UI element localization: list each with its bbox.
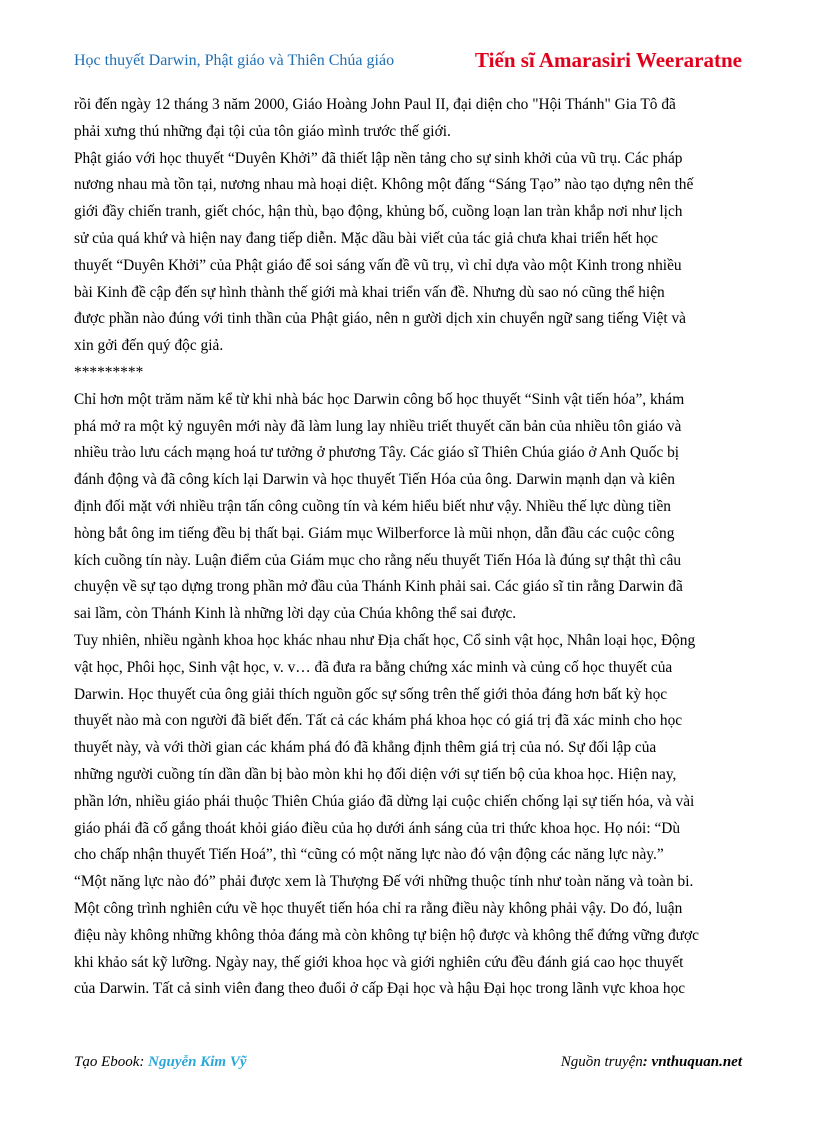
text-line: Tuy nhiên, nhiều ngành khoa học khác nhau như Địa chất học, Cổ sinh vật học, Nhân loại học, Động <box>74 631 696 649</box>
text-line: cho chấp nhận thuyết Tiến Hoá”, thì “cũng có một năng lực nào đó vận động các năng lực này.” <box>74 846 664 864</box>
text-line: đánh động và đã công kích lại Darwin và học thuyết Tiến Hóa của ông. Darwin mạnh dạn và kiên <box>74 471 675 489</box>
text-line: sai lầm, còn Thánh Kinh là những lời dạy của Chúa không thể sai được. <box>74 605 517 623</box>
text-line: định đối mặt với nhiều trận tấn công cuồng tín và kém hiểu biết như vậy. Nhiều thế lực dùng tiền <box>74 497 671 515</box>
text-line: Một công trình nghiên cứu về học thuyết tiến hóa chỉ ra rằng điều này không phải vậy. Do đó, luận <box>74 899 683 917</box>
text-line: “Một năng lực nào đó” phải được xem là Thượng Đế với những thuộc tính như toàn năng và toàn bi. <box>74 873 694 891</box>
text-line: thuyết nào mà con người đã biết đến. Tất cả các khám phá khoa học có giá trị đã xác minh cho học <box>74 712 683 730</box>
text-line: Darwin. Học thuyết của ông giải thích nguồn gốc sự sống trên thế giới thỏa đáng hơn bất kỳ học <box>74 685 668 703</box>
text-line: khi khảo sát kỹ lưỡng. Ngày nay, thế giới khoa học và giới nghiên cứu đều đánh giá cao học thuyết <box>74 953 684 971</box>
text-line: vật học, Phôi học, Sinh vật học, v. v… đã đưa ra bằng chứng xác minh và củng cố học thuyết của <box>74 658 673 676</box>
text-line: của Darwin. Tất cả sinh viên đang theo đuổi ở cấp Đại học và hậu Đại học trong lãnh vực khoa học <box>74 980 686 998</box>
text-line: những người cuồng tín dần dần bị bào mòn khi họ đối diện với sự tiến bộ của khoa học. Hiện nay, <box>74 765 677 783</box>
page-header <box>74 48 742 78</box>
text-line: phải xưng thú những đại tội của tôn giáo mình trước thế giới. <box>74 122 451 140</box>
text-line: thuyết này, và với thời gian các khám phá đó đã khẳng định thêm giá trị của nó. Sự đối lập của <box>74 739 657 757</box>
text-line: sử của quá khứ và hiện nay đang tiếp diễn. Mặc dầu bài viết của tác giả chưa khai triển hết học <box>74 229 659 247</box>
author-name: Tiến sĩ Amarasiri Weeraratne <box>475 48 742 72</box>
source-site-name: vnthuquan.net <box>651 1054 742 1070</box>
ebook-credit <box>74 1054 247 1071</box>
text-line: hòng bắt ông im tiếng đều bị thất bại. Giám mục Wilberforce là mũi nhọn, dẫn đầu các cuộc công <box>74 524 675 542</box>
text-line: nhiều trào lưu cách mạng hoá tư tưởng ở phương Tây. Các giáo sĩ Thiên Chúa giáo ở Anh Quốc bị <box>74 444 680 462</box>
source-label: Nguồn truyện <box>560 1054 643 1070</box>
ebook-label: Tạo Ebook <box>74 1054 140 1070</box>
text-line: bài Kinh đề cập đến sự hình thành thế giới mà khai triển vấn đề. Nhưng dù sao nó cũng thể hiện <box>74 283 665 301</box>
source-separator: : <box>642 1054 652 1070</box>
text-line: Chỉ hơn một trăm năm kể từ khi nhà bác học Darwin công bố học thuyết “Sinh vật tiến hóa”, khám <box>74 390 685 408</box>
body-text <box>74 92 742 1003</box>
text-line: phần lớn, nhiều giáo phái thuộc Thiên Chúa giáo đã dừng lại cuộc chiến chống lại sự tiến hóa, và vài <box>74 792 695 810</box>
ebook-creator-name: Nguyễn Kim Vỹ <box>148 1054 247 1070</box>
text-line: thuyết “Duyên Khởi” của Phật giáo để soi sáng vấn đề vũ trụ, vì chỉ dựa vào một Kinh trong nhiều <box>74 256 682 274</box>
book-title: Học thuyết Darwin, Phật giáo và Thiên Chúa giáo <box>74 52 395 69</box>
text-line: ********* <box>74 363 144 381</box>
text-line: giáo phái đã cố gắng thoát khỏi giáo điều của họ dưới ánh sáng của tri thức khoa học. Họ nói: “Dù <box>74 819 681 837</box>
text-line: xin gởi đến quý độc giả. <box>74 337 224 355</box>
text-line: phá mở ra một kỷ nguyên mới này đã làm lung lay nhiều triết thuyết căn bản của nhiều tôn giáo và <box>74 417 682 435</box>
text-line: Phật giáo với học thuyết “Duyên Khởi” đã thiết lập nền tảng cho sự sinh khởi của vũ trụ. Các pháp <box>74 149 683 167</box>
page-footer <box>74 1054 742 1078</box>
text-line: chuyện về sự tạo dựng trong phần mở đầu của Thánh Kinh phải sai. Các giáo sĩ tin rằng Darwin đã <box>74 578 683 596</box>
ebook-separator: : <box>139 1054 149 1070</box>
text-line: kích cuồng tín này. Luận điểm của Giám mục cho rằng nếu thuyết Tiến Hóa là đúng sự thật thì câu <box>74 551 682 569</box>
text-line: nương nhau mà tồn tại, nương nhau mà hoại diệt. Không một đấng “Sáng Tạo” nào tạo dựng nên thế <box>74 176 694 194</box>
text-line: giới đầy chiến tranh, giết chóc, hận thù, bạo động, khủng bố, cuồng loạn lan tràn khắp nơi như lịch <box>74 203 683 221</box>
text-line: điệu này không những không thỏa đáng mà còn không tự biện hộ được và không thể đứng vững được <box>74 926 699 944</box>
text-line: rồi đến ngày 12 tháng 3 năm 2000, Giáo Hoàng John Paul II, đại diện cho "Hội Thánh" Gia Tô đã <box>74 96 676 113</box>
source-credit <box>561 1054 742 1071</box>
text-line: được phần nào đúng với tinh thần của Phật giáo, nên n gười dịch xin chuyển ngữ sang tiếng Việt và <box>74 310 687 328</box>
